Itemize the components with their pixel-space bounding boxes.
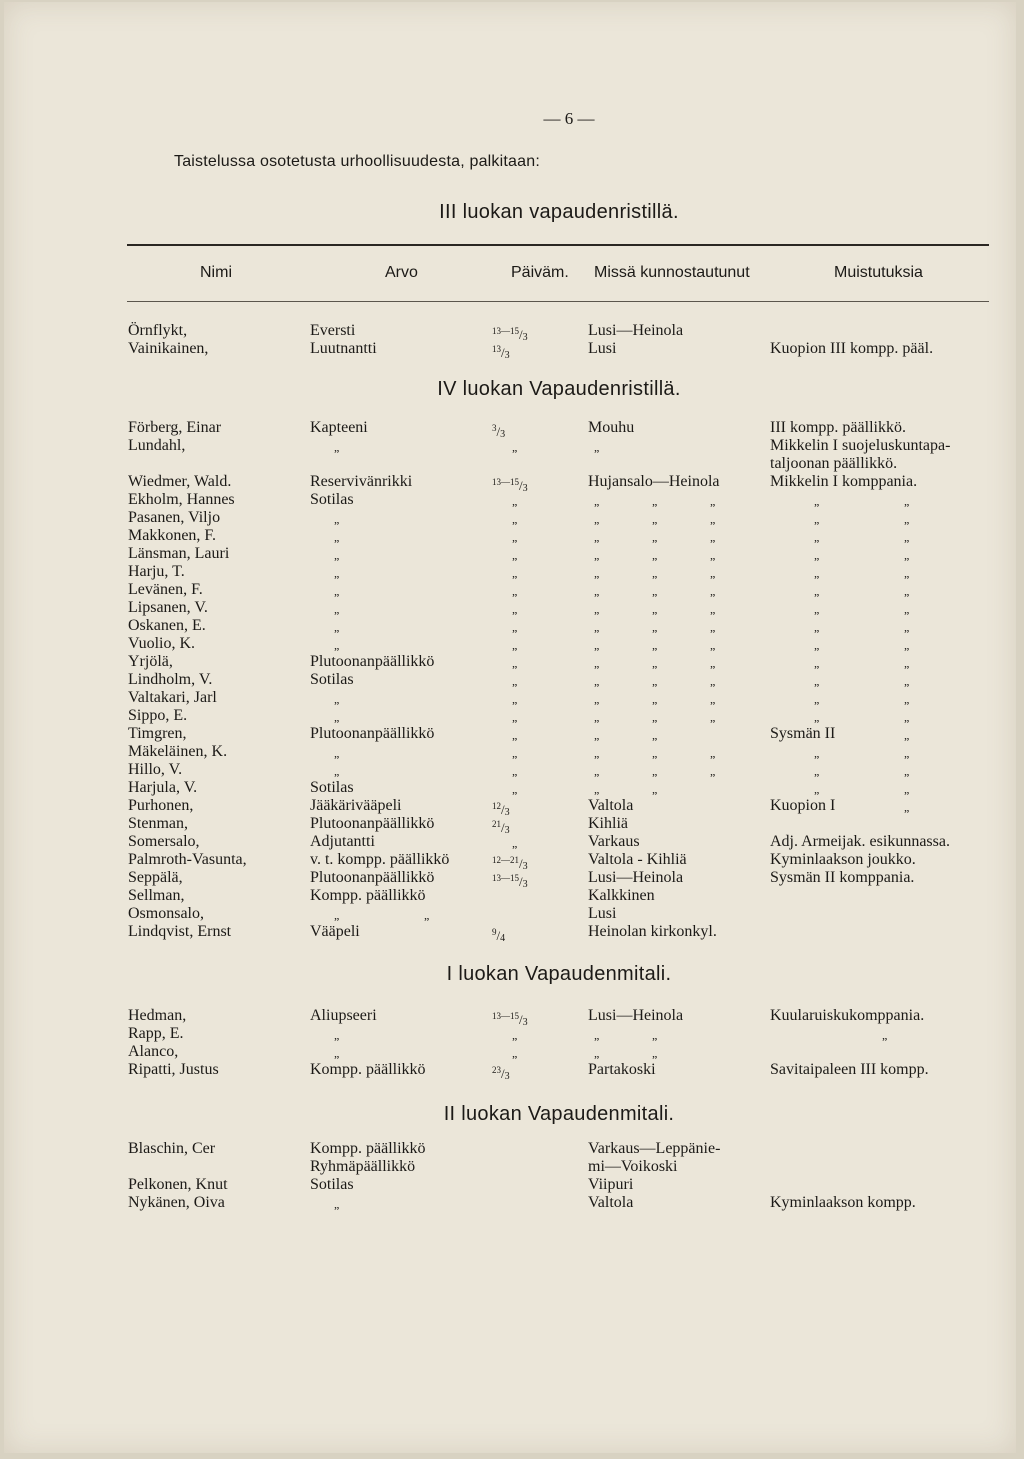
award-row [4, 725, 1016, 743]
ditto-mark: „ [814, 764, 820, 778]
ditto-mark: „ [710, 584, 716, 598]
award-row [4, 905, 1016, 923]
name-cell: Oskanen, E. [128, 617, 206, 634]
place-cell: Heinolan kirkonkyl. [588, 923, 717, 940]
col-header-notes: Muistutuksia [834, 264, 923, 281]
ditto-mark: „ [710, 692, 716, 706]
ditto-mark: „ [334, 530, 340, 544]
ditto-mark: „ [334, 1197, 340, 1211]
ditto-mark: „ [594, 764, 600, 778]
ditto-mark: „ [424, 908, 430, 922]
ditto-mark: „ [814, 548, 820, 562]
ditto-mark: „ [814, 674, 820, 688]
col-header-place: Missä kunnostautunut [594, 264, 750, 281]
ditto-mark: „ [652, 602, 658, 616]
rank-cell: Reservivänrikki [310, 473, 413, 490]
award-row [4, 635, 1016, 653]
ditto-mark: „ [814, 512, 820, 526]
ditto-mark: „ [904, 764, 910, 778]
award-row [4, 617, 1016, 635]
ditto-mark: „ [904, 656, 910, 670]
rank-cell: Kapteeni [310, 419, 368, 436]
ditto-mark: „ [594, 440, 600, 454]
place-cell: Lusi [588, 340, 617, 357]
ditto-mark: „ [512, 494, 518, 508]
award-row [4, 491, 1016, 509]
header-rule-top [127, 244, 989, 246]
award-row [4, 545, 1016, 563]
ditto-mark: „ [814, 566, 820, 580]
ditto-mark: „ [334, 692, 340, 706]
award-row [4, 322, 1016, 343]
name-cell: Mäkeläinen, K. [128, 743, 228, 760]
rank-cell: v. t. kompp. päällikkö [310, 851, 450, 868]
ditto-mark: „ [512, 782, 518, 796]
ditto-mark: „ [814, 494, 820, 508]
ditto-mark: „ [904, 710, 910, 724]
ditto-mark: „ [710, 764, 716, 778]
ditto-mark: „ [334, 620, 340, 634]
ditto-mark: „ [652, 494, 658, 508]
ditto-mark: „ [882, 1028, 888, 1042]
name-cell: Hillo, V. [128, 761, 183, 778]
ditto-mark: „ [594, 494, 600, 508]
ditto-mark: „ [594, 782, 600, 796]
heading-i-medal: I luokan Vapaudenmitali. [446, 963, 672, 985]
note-cell: Sysmän II komppania. [770, 869, 915, 886]
award-row [4, 473, 1016, 494]
ditto-mark: „ [904, 548, 910, 562]
rank-cell: Sotilas [310, 491, 354, 508]
ditto-mark: „ [594, 1028, 600, 1042]
ditto-mark: „ [710, 548, 716, 562]
award-row [4, 1140, 1016, 1158]
award-row [4, 599, 1016, 617]
award-row [4, 671, 1016, 689]
award-row [4, 743, 1016, 761]
ditto-mark: „ [904, 692, 910, 706]
award-row [4, 419, 1016, 440]
name-cell: Yrjölä, [128, 653, 173, 670]
ditto-mark: „ [710, 494, 716, 508]
name-cell: Palmroth-Vasunta, [128, 851, 247, 868]
rank-cell: Ryhmäpäällikkö [310, 1158, 416, 1175]
ditto-mark: „ [814, 710, 820, 724]
ditto-mark: „ [814, 638, 820, 652]
place-cell: mi—Voikoski [588, 1158, 678, 1175]
note-text: Sysmän II [770, 725, 836, 742]
ditto-mark: „ [512, 1046, 518, 1060]
date-cell: $^{13—15}/_3$ [492, 326, 528, 343]
ditto-mark: „ [512, 728, 518, 742]
ditto-mark: „ [814, 602, 820, 616]
place-cell: Lusi [588, 905, 617, 922]
ditto-mark: „ [594, 674, 600, 688]
name-cell: Lindholm, V. [128, 671, 213, 688]
place-cell: Valtola [588, 1194, 634, 1211]
ditto-mark: „ [904, 530, 910, 544]
ditto-mark: „ [652, 728, 658, 742]
place-cell: Lusi—Heinola [588, 869, 684, 886]
award-row [4, 340, 1016, 361]
rank-cell: Sotilas [310, 1176, 354, 1193]
name-cell: Harju, T. [128, 563, 185, 580]
award-row [4, 761, 1016, 779]
rank-cell: Vääpeli [310, 923, 360, 940]
ditto-mark: „ [652, 638, 658, 652]
ditto-mark: „ [652, 674, 658, 688]
name-cell: Hedman, [128, 1007, 187, 1024]
award-row [4, 455, 1016, 473]
award-row [4, 869, 1016, 890]
note-cell: III kompp. päällikkö. [770, 419, 906, 436]
ditto-mark: „ [652, 1046, 658, 1060]
ditto-mark: „ [814, 584, 820, 598]
name-cell: Örnflykt, [128, 322, 188, 339]
place-cell: Partakoski [588, 1061, 656, 1078]
ditto-mark: „ [512, 530, 518, 544]
name-cell: Osmonsalo, [128, 905, 204, 922]
ditto-mark: „ [904, 602, 910, 616]
award-row [4, 815, 1016, 836]
note-cell: Kuularuiskukomppania. [770, 1007, 925, 1024]
name-cell: Lundahl, [128, 437, 186, 454]
ditto-mark: „ [814, 692, 820, 706]
date-cell: $^{12—21}/_3$ [492, 855, 528, 872]
col-header-rank: Arvo [385, 264, 418, 281]
rank-cell: Plutoonanpäällikkö [310, 869, 435, 886]
ditto-mark: „ [710, 656, 716, 670]
ditto-mark: „ [512, 1028, 518, 1042]
award-row [4, 1194, 1016, 1212]
award-row [4, 797, 1016, 818]
ditto-mark: „ [512, 440, 518, 454]
place-cell: Lusi—Heinola [588, 1007, 684, 1024]
ditto-mark: „ [512, 746, 518, 760]
date-cell: $^{12}/_3$ [492, 801, 510, 818]
ditto-mark: „ [594, 620, 600, 634]
name-cell: Länsman, Lauri [128, 545, 230, 562]
name-cell: Rapp, E. [128, 1025, 184, 1042]
ditto-mark: „ [512, 620, 518, 634]
rank-cell: Eversti [310, 322, 356, 339]
place-cell: Kihliä [588, 815, 628, 832]
document-page [4, 2, 1016, 1453]
rank-cell: Plutoonanpäällikkö [310, 725, 435, 742]
note-cell: Mikkelin I komppania. [770, 473, 918, 490]
ditto-mark: „ [334, 638, 340, 652]
ditto-mark: „ [710, 638, 716, 652]
place-cell: Viipuri [588, 1176, 634, 1193]
note-cell: taljoonan päällikkö. [770, 455, 898, 472]
ditto-mark: „ [512, 512, 518, 526]
name-cell: Vuolio, K. [128, 635, 196, 652]
ditto-mark: „ [904, 782, 910, 796]
rank-cell: Sotilas [310, 779, 354, 796]
rank-cell: Jääkärivääpeli [310, 797, 402, 814]
award-row [4, 581, 1016, 599]
ditto-mark: „ [512, 584, 518, 598]
award-row [4, 833, 1016, 851]
ditto-mark: „ [652, 656, 658, 670]
award-row [4, 1158, 1016, 1176]
col-header-name: Nimi [200, 264, 232, 281]
date-cell: $^3/_3$ [492, 423, 506, 440]
ditto-mark: „ [904, 620, 910, 634]
rank-cell: Plutoonanpäällikkö [310, 815, 435, 832]
name-cell: Harjula, V. [128, 779, 198, 796]
ditto-mark: „ [512, 656, 518, 670]
ditto-mark: „ [904, 566, 910, 580]
ditto-mark: „ [334, 908, 340, 922]
award-row [4, 1061, 1016, 1082]
name-cell: Blaschin, Cer [128, 1140, 216, 1157]
ditto-mark: „ [710, 512, 716, 526]
ditto-mark: „ [594, 548, 600, 562]
note-cell: Mikkelin I suojeluskuntapa- [770, 437, 951, 454]
ditto-mark: „ [710, 566, 716, 580]
ditto-mark: „ [334, 602, 340, 616]
award-row [4, 509, 1016, 527]
ditto-mark: „ [652, 1028, 658, 1042]
award-row [4, 653, 1016, 671]
ditto-mark: „ [594, 638, 600, 652]
ditto-mark: „ [814, 530, 820, 544]
name-cell: Sippo, E. [128, 707, 188, 724]
ditto-mark: „ [334, 764, 340, 778]
ditto-mark: „ [904, 584, 910, 598]
name-cell: Seppälä, [128, 869, 183, 886]
date-cell: $^{13}/_3$ [492, 344, 510, 361]
ditto-mark: „ [512, 638, 518, 652]
name-cell: Vainikainen, [128, 340, 209, 357]
ditto-mark: „ [594, 1046, 600, 1060]
name-cell: Makkonen, F. [128, 527, 217, 544]
name-cell: Alanco, [128, 1043, 179, 1060]
award-row [4, 1025, 1016, 1043]
ditto-mark: „ [512, 692, 518, 706]
ditto-mark: „ [652, 584, 658, 598]
name-cell: Sellman, [128, 887, 185, 904]
place-cell: Lusi—Heinola [588, 322, 684, 339]
ditto-mark: „ [710, 710, 716, 724]
ditto-mark: „ [904, 638, 910, 652]
place-cell: Mouhu [588, 419, 635, 436]
ditto-mark: „ [594, 530, 600, 544]
note-cell: Kyminlaakson joukko. [770, 851, 916, 868]
ditto-mark: „ [594, 584, 600, 598]
place-cell: Valtola - Kihliä [588, 851, 687, 868]
ditto-mark: „ [512, 674, 518, 688]
rank-cell: Luutnantti [310, 340, 377, 357]
name-cell: Ekholm, Hannes [128, 491, 235, 508]
name-cell: Lindqvist, Ernst [128, 923, 232, 940]
ditto-mark: „ [652, 746, 658, 760]
award-row [4, 707, 1016, 725]
ditto-mark: „ [334, 440, 340, 454]
ditto-mark: „ [652, 710, 658, 724]
award-row [4, 887, 1016, 905]
ditto-mark: „ [334, 710, 340, 724]
name-cell: Timgren, [128, 725, 187, 742]
name-cell: Valtakari, Jarl [128, 689, 217, 706]
award-row [4, 527, 1016, 545]
ditto-mark: „ [652, 566, 658, 580]
date-cell: $^{13—15}/_3$ [492, 873, 528, 890]
award-row [4, 689, 1016, 707]
name-cell: Ripatti, Justus [128, 1061, 219, 1078]
date-cell: $^9/_4$ [492, 927, 506, 944]
ditto-mark: „ [652, 782, 658, 796]
heading-ii-medal: II luokan Vapaudenmitali. [443, 1103, 675, 1125]
award-row [4, 851, 1016, 872]
name-cell: Nykänen, Oiva [128, 1194, 225, 1211]
ditto-mark: „ [594, 602, 600, 616]
ditto-mark: „ [710, 746, 716, 760]
note-cell: Kyminlaakson kompp. [770, 1194, 916, 1211]
note-cell: Savitaipaleen III kompp. [770, 1061, 929, 1078]
name-cell: Pasanen, Viljo [128, 509, 221, 526]
ditto-mark: „ [814, 782, 820, 796]
award-row [4, 923, 1016, 944]
ditto-mark: „ [512, 602, 518, 616]
ditto-mark: „ [652, 620, 658, 634]
heading-iv-cross: IV luokan Vapaudenristillä. [437, 378, 681, 400]
rank-cell: Kompp. päällikkö [310, 887, 426, 904]
ditto-mark: „ [512, 710, 518, 724]
ditto-mark: „ [652, 764, 658, 778]
ditto-mark: „ [710, 530, 716, 544]
place-cell: Hujansalo—Heinola [588, 473, 720, 490]
ditto-mark: „ [334, 1046, 340, 1060]
ditto-mark: „ [512, 836, 518, 850]
ditto-mark: „ [710, 602, 716, 616]
ditto-mark: „ [334, 512, 340, 526]
rank-cell: Aliupseeri [310, 1007, 377, 1024]
ditto-mark: „ [904, 746, 910, 760]
page-number: — 6 — [543, 109, 595, 128]
name-cell: Levänen, F. [128, 581, 203, 598]
ditto-mark: „ [594, 656, 600, 670]
ditto-mark: „ [334, 1028, 340, 1042]
name-cell: Förberg, Einar [128, 419, 222, 436]
heading-iii-cross: III luokan vapaudenristillä. [439, 201, 679, 223]
ditto-mark: „ [710, 620, 716, 634]
ditto-mark: „ [652, 530, 658, 544]
place-cell: Varkaus [588, 833, 640, 850]
ditto-mark: „ [334, 584, 340, 598]
ditto-mark: „ [334, 746, 340, 760]
ditto-mark: „ [594, 728, 600, 742]
ditto-mark: „ [594, 692, 600, 706]
award-row [4, 437, 1016, 455]
date-cell: $^{13—15}/_3$ [492, 477, 528, 494]
ditto-mark: „ [904, 728, 910, 742]
ditto-mark: „ [652, 692, 658, 706]
ditto-mark: „ [512, 764, 518, 778]
date-cell: $^{21}/_3$ [492, 819, 510, 836]
ditto-mark: „ [594, 566, 600, 580]
ditto-mark: „ [904, 494, 910, 508]
ditto-mark: „ [814, 746, 820, 760]
place-cell: Kalkkinen [588, 887, 655, 904]
date-cell: $^{13—15}/_3$ [492, 1011, 528, 1028]
ditto-mark: „ [814, 656, 820, 670]
rank-cell: Kompp. päällikkö [310, 1061, 426, 1078]
award-row [4, 1176, 1016, 1194]
col-header-date: Päiväm. [511, 264, 569, 281]
name-cell: Purhonen, [128, 797, 194, 814]
place-cell: Valtola [588, 797, 634, 814]
note-text: Kuopion I [770, 797, 836, 814]
ditto-mark: „ [334, 548, 340, 562]
award-row [4, 563, 1016, 581]
ditto-mark: „ [904, 800, 910, 814]
note-cell: Adj. Armeijak. esikunnassa. [770, 833, 950, 850]
name-cell: Pelkonen, Knut [128, 1176, 228, 1193]
name-cell: Somersalo, [128, 833, 200, 850]
rank-cell: Plutoonanpäällikkö [310, 653, 435, 670]
ditto-mark: „ [904, 674, 910, 688]
ditto-mark: „ [512, 566, 518, 580]
rank-cell: Sotilas [310, 671, 354, 688]
rank-cell: Adjutantti [310, 833, 375, 850]
ditto-mark: „ [710, 674, 716, 688]
ditto-mark: „ [904, 512, 910, 526]
place-cell: Varkaus—Leppänie- [588, 1140, 721, 1157]
header-rule-bottom [127, 301, 989, 302]
name-cell: Stenman, [128, 815, 188, 832]
ditto-mark: „ [652, 512, 658, 526]
award-row [4, 1043, 1016, 1061]
note-cell: Kuopion III kompp. pääl. [770, 340, 934, 357]
name-cell: Lipsanen, V. [128, 599, 208, 616]
ditto-mark: „ [334, 566, 340, 580]
date-cell: $^{23}/_3$ [492, 1065, 510, 1082]
ditto-mark: „ [594, 512, 600, 526]
name-cell: Wiedmer, Wald. [128, 473, 232, 490]
ditto-mark: „ [594, 710, 600, 724]
ditto-mark: „ [652, 548, 658, 562]
award-row [4, 779, 1016, 797]
ditto-mark: „ [512, 548, 518, 562]
intro-text: Taistelussa osotetusta urhoollisuudesta, palkitaan: [174, 153, 540, 170]
rank-cell: Kompp. päällikkö [310, 1140, 426, 1157]
award-row [4, 1007, 1016, 1028]
ditto-mark: „ [814, 620, 820, 634]
ditto-mark: „ [594, 746, 600, 760]
